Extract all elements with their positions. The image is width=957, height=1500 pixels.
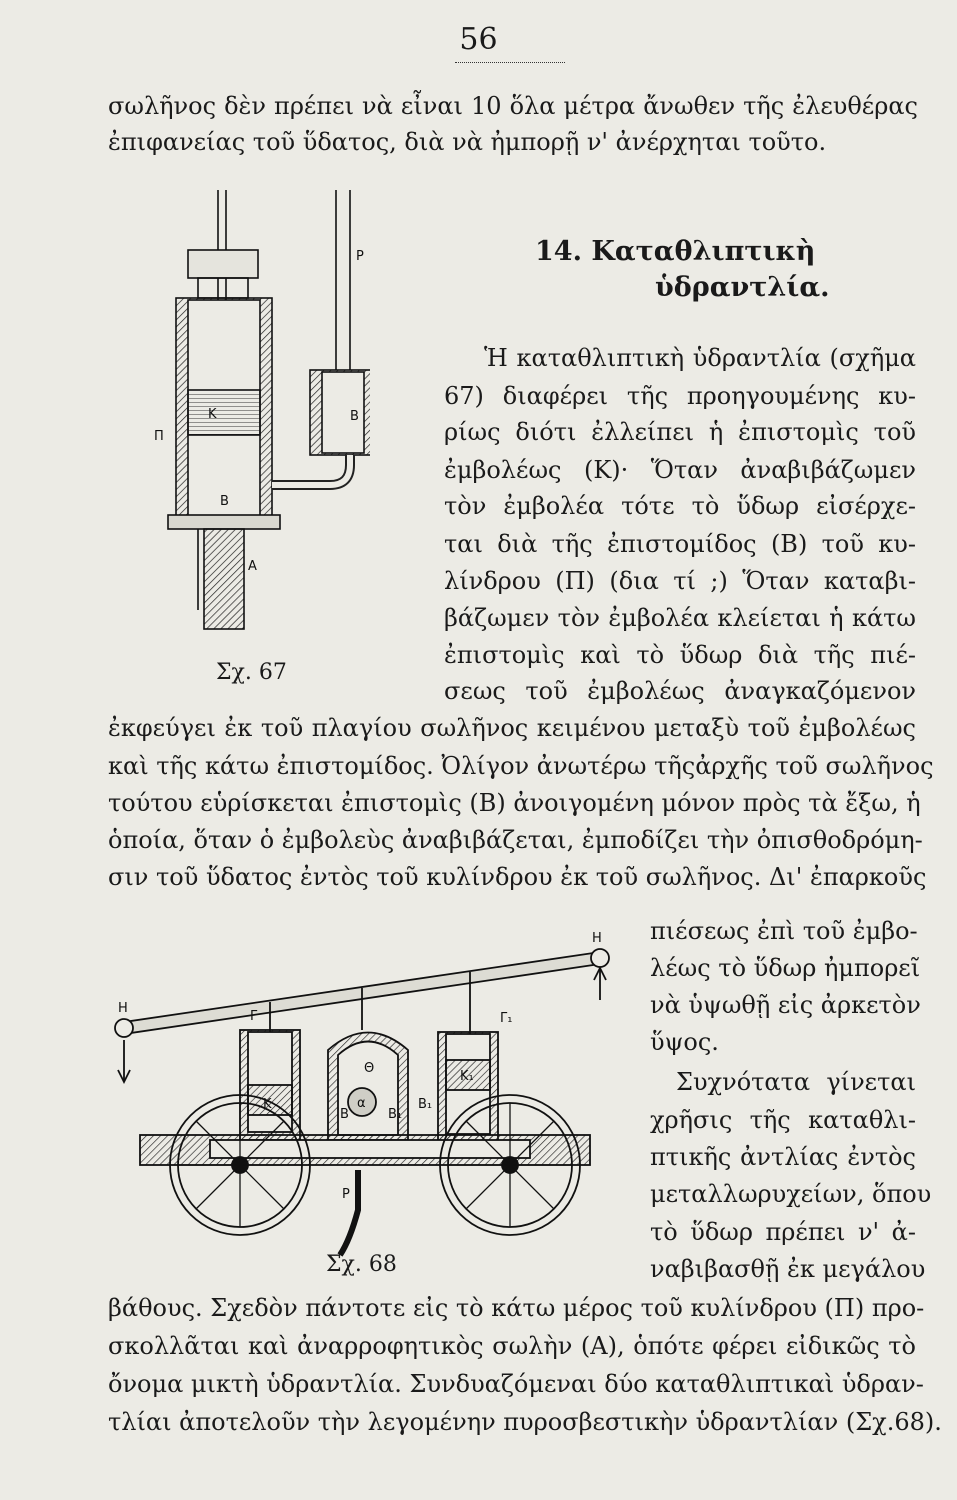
fig68-label-h-right: H	[592, 931, 602, 946]
fig67-label-k: K	[208, 407, 217, 422]
fig68-label-alpha: α	[357, 1096, 366, 1111]
fig67-label-b-right: B	[350, 409, 359, 424]
page-number: 56	[459, 22, 498, 57]
fig68-label-h-left: H	[118, 1001, 128, 1016]
intro-line-2: ἐπιφανείας τοῦ ὕδατος, διὰ νὰ ἠμπορῇ ν' ἀνέρχηται τοῦτο.	[108, 128, 827, 156]
final-line-3: ὄνομα μικτὴ ὑδραντλία. Συνδυαζόμεναι δύο καταθλιπτικαὶ ὑδραν-	[108, 1370, 924, 1398]
right-line-10: ναβιβασθῇ ἐκ μεγάλου	[650, 1255, 926, 1283]
fig67-label-a: A	[248, 559, 257, 574]
intro-line-1: σωλῆνος δὲν πρέπει νὰ εἶναι 10 ὅλα μέτρα ἄνωθεν τῆς ἐλευθέρας	[108, 92, 918, 120]
fig68-label-g: Γ	[250, 1009, 258, 1024]
right-line-7: πτικῆς ἀντλίας ἐντὸς	[650, 1143, 916, 1171]
full-line-2: καὶ τῆς κάτω ἐπιστομίδος. Ὀλίγον ἀνωτέρω τῆςἀρχῆς τοῦ σωλῆνος	[108, 752, 934, 780]
column-line-2: 67) διαφέρει τῆς προηγουμένης κυ-	[444, 382, 916, 410]
fig68-label-k1: K₁	[460, 1069, 474, 1084]
right-line-9: τὸ ὕδωρ πρέπει ν' ἀ-	[650, 1218, 916, 1246]
figure-67-caption: Σχ. 67	[216, 660, 287, 685]
column-line-4: ἐμβολέως (Κ)· Ὅταν ἀναβιβάζωμεν	[444, 456, 916, 484]
column-line-8: βάζωμεν τὸν ἐμβολέα κλείεται ἡ κάτω	[444, 604, 916, 632]
column-line-10: σεως τοῦ ἐμβολέως ἀναγκαζόμενον	[444, 677, 916, 705]
final-line-4: τλίαι ἀποτελοῦν τὴν λεγομένην πυροσβεστικὴν ὑδραντλίαν (Σχ.68).	[108, 1408, 942, 1436]
fig68-label-b1-second: B₁	[418, 1097, 433, 1112]
right-line-6: χρῆσις τῆς καταθλι-	[650, 1106, 916, 1134]
column-line-5: τὸν ἐμβολέα τότε τὸ ὕδωρ εἰσέρχε-	[444, 492, 916, 520]
section-heading-line-2: ὑδραντλία.	[655, 272, 830, 303]
right-line-2: λέως τὸ ὕδωρ ἠμπορεῖ	[650, 954, 921, 982]
column-line-9: ἐπιστομὶς καὶ τὸ ὕδωρ διὰ τῆς πιέ-	[444, 641, 916, 669]
fig68-label-b: B	[340, 1107, 349, 1122]
fig68-label-b1: B₁	[388, 1107, 403, 1122]
fig68-label-theta: Θ	[364, 1061, 375, 1076]
figure-67-pump-diagram	[150, 190, 370, 640]
right-line-4: ὕψος.	[650, 1028, 719, 1056]
fig68-label-g1: Γ₁	[500, 1011, 513, 1026]
fig68-label-p: P	[342, 1187, 350, 1202]
column-line-6: ται διὰ τῆς ἐπιστομίδος (Β) τοῦ κυ-	[444, 530, 916, 558]
column-line-3: ρίως διότι ἐλλείπει ἡ ἐπιστομὶς τοῦ	[444, 418, 916, 446]
full-line-1: ἐκφεύγει ἐκ τοῦ πλαγίου σωλῆνος κειμένου μεταξὺ τοῦ ἐμβολέως	[108, 714, 916, 742]
figure-68-caption: Σχ. 68	[326, 1252, 397, 1277]
column-line-1: Ἡ καταθλιπτικὴ ὑδραντλία (σχῆμα	[484, 344, 916, 372]
right-line-3: νὰ ὑψωθῇ εἰς ἀρκετὸν	[650, 991, 921, 1019]
fig67-label-p: P	[356, 249, 364, 264]
final-line-1: βάθους. Σχεδὸν πάντοτε εἰς τὸ κάτω μέρος τοῦ κυλίνδρου (Π) προ-	[108, 1294, 925, 1322]
full-line-3: τούτου εὑρίσκεται ἐπιστομὶς (Β) ἀνοιγομένη μόνον πρὸς τὰ ἔξω, ἡ	[108, 789, 921, 817]
section-heading-line-1: 14. Καταθλιπτικὴ	[535, 236, 816, 267]
right-line-1: πιέσεως ἐπὶ τοῦ ἐμβο-	[650, 917, 918, 945]
fig67-label-b-left: B	[220, 494, 229, 509]
header-rule	[455, 62, 565, 63]
right-line-5: Συχνότατα γίνεται	[676, 1068, 916, 1096]
column-line-7: λίνδρου (Π) (δια τί ;) Ὅταν καταβι-	[444, 567, 916, 595]
figure-68-fire-engine-diagram	[100, 920, 630, 1260]
full-line-4: ὁποία, ὅταν ὁ ἐμβολεὺς ἀναβιβάζεται, ἐμποδίζει τὴν ὀπισθοδρόμη-	[108, 826, 923, 854]
final-line-2: σκολλᾶται καὶ ἀναρροφητικὸς σωλὴν (Α), ὁπότε φέρει εἰδικῶς τὸ	[108, 1332, 916, 1360]
full-line-5: σιν τοῦ ὕδατος ἐντὸς τοῦ κυλίνδρου ἐκ τοῦ σωλῆνος. Δι' ἐπαρκοῦς	[108, 863, 927, 891]
right-line-8: μεταλλωρυχείων, ὅπου	[650, 1180, 932, 1208]
fig68-label-k: K	[263, 1097, 272, 1112]
fig67-label-pi: Π	[154, 429, 164, 444]
